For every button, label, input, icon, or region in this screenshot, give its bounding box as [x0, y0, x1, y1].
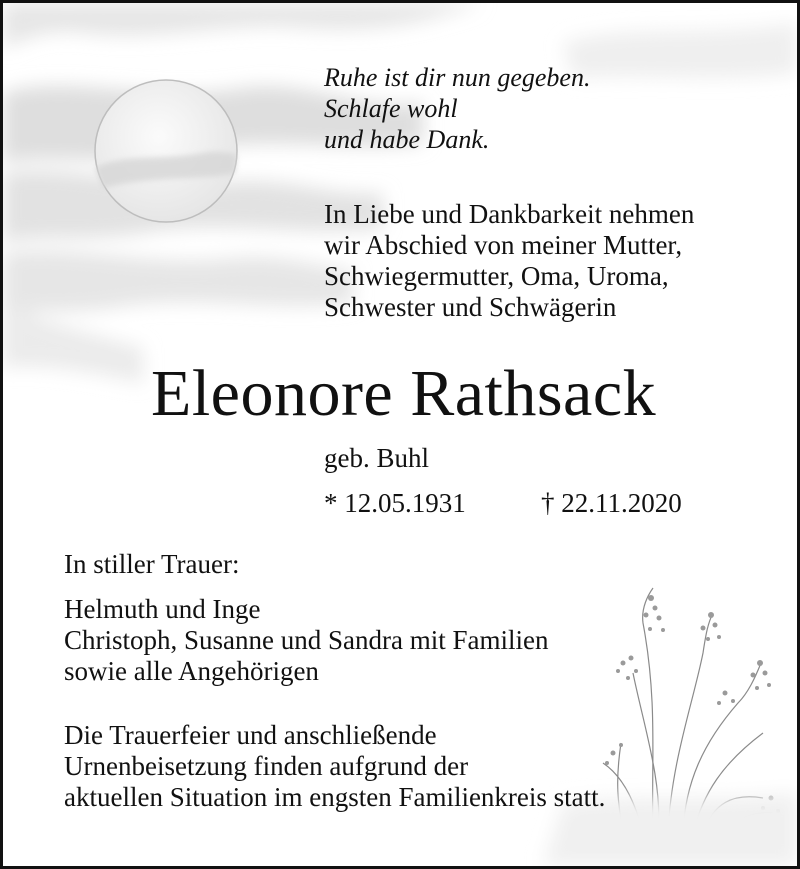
death-date: † 22.11.2020 — [541, 488, 682, 518]
poem-line: und habe Dank. — [324, 125, 490, 154]
memorial-poem — [324, 62, 590, 155]
mourners-list — [64, 594, 548, 687]
poem-line: Ruhe ist dir nun gegeben. — [324, 63, 591, 92]
mourner-line: Helmuth und Inge — [64, 594, 261, 624]
intro-line: Schwester und Schwägerin — [324, 292, 617, 322]
maiden-name: geb. Buhl — [324, 443, 429, 473]
mourner-line: sowie alle Angehörigen — [64, 656, 319, 686]
birth-date: * 12.05.1931 — [324, 488, 466, 518]
mourner-line: Christoph, Susanne und Sandra mit Familien — [64, 625, 549, 655]
deceased-name: Eleonore Rathsack — [151, 357, 657, 430]
mourning-heading: In stiller Trauer: — [64, 549, 240, 579]
intro-line: In Liebe und Dankbarkeit nehmen — [324, 199, 695, 229]
intro-line: Schwiegermutter, Oma, Uroma, — [324, 261, 669, 291]
moon-graphic — [95, 80, 237, 222]
grass-illustration — [603, 588, 773, 833]
farewell-intro — [324, 199, 694, 323]
poem-line: Schlafe wohl — [324, 94, 458, 123]
intro-line: wir Abschied von meiner Mutter, — [324, 230, 683, 260]
funeral-notice — [64, 720, 605, 813]
notice-line: aktuellen Situation im engsten Familienkreis statt. — [64, 782, 606, 812]
notice-line: Urnenbeisetzung finden aufgrund der — [64, 751, 469, 781]
notice-line: Die Trauerfeier und anschließende — [64, 720, 437, 750]
